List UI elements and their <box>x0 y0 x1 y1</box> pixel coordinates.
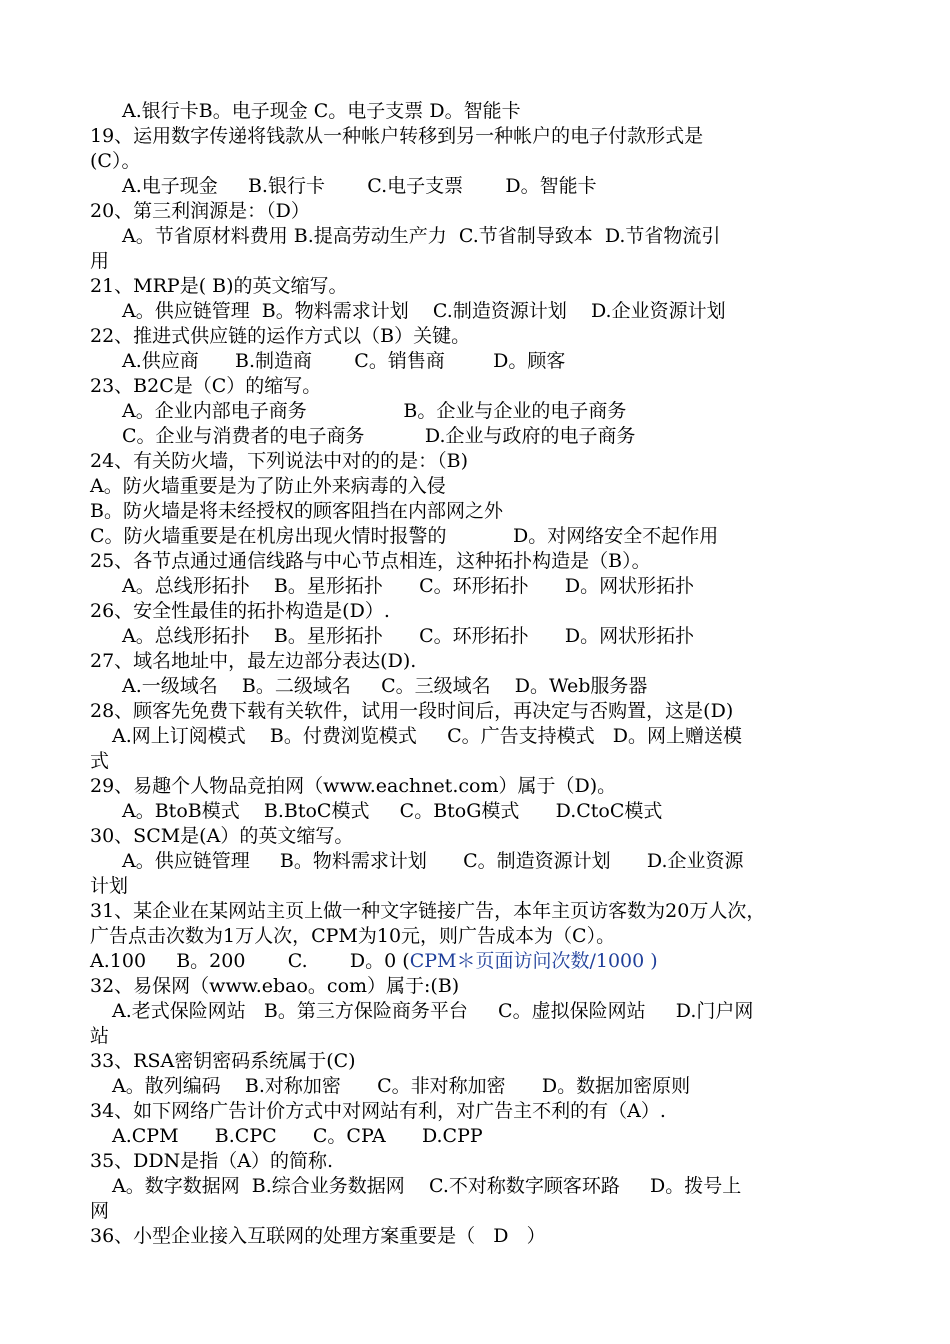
option-line-20: A。节省原材料费用 B.提高劳动生产力 C.节省制导致本 D.节省物流引 <box>122 225 721 247</box>
option-line-32: A.老式保险网站 B。第三方保险商务平台 C。虚拟保险网站 D.门户网 <box>112 1000 754 1022</box>
question-27: 27、域名地址中，最左边部分表达(D). <box>90 650 417 672</box>
question-22: 22、推进式供应链的运作方式以（B）关键。 <box>90 325 471 347</box>
question-36: 36、小型企业接入互联网的处理方案重要是（ D ） <box>90 1225 546 1247</box>
question-32: 32、易保网（www.ebao。com）属于:(B) <box>90 975 460 997</box>
question-31: 31、某企业在某网站主页上做一种文字链接广告，本年主页访客数为20万人次， <box>90 900 766 922</box>
question-33: 33、RSA密钥密码系统属于(C) <box>90 1050 356 1072</box>
option-line-23a: A。企业内部电子商务 B。企业与企业的电子商务 <box>122 400 627 422</box>
option-line-23b: C。企业与消费者的电子商务 D.企业与政府的电子商务 <box>122 425 636 447</box>
option-line-24c: C。防火墙重要是在机房出现火情时报警的 D。对网络安全不起作用 <box>90 525 719 547</box>
question-28: 28、顾客先免费下载有关软件，试用一段时间后，再决定与否购置，这是(D) <box>90 700 734 722</box>
option-line-30-cont: 计划 <box>90 875 129 897</box>
question-20: 20、第三利润源是：（D） <box>90 200 310 222</box>
option-line-30: A。供应链管理 B。物料需求计划 C。制造资源计划 D.企业资源 <box>122 850 744 872</box>
option-line-31-text: A.100 B。200 C. D。0 ( <box>90 950 410 972</box>
option-line-29: A。BtoB模式 B.BtoC模式 C。BtoG模式 D.CtoC模式 <box>122 800 663 822</box>
question-19-cont: (C）。 <box>90 150 141 172</box>
option-line-18: A.银行卡B。电子现金 C。电子支票 D。智能卡 <box>122 100 521 122</box>
question-35: 35、DDN是指（A）的简称. <box>90 1150 334 1172</box>
option-line-20-cont: 用 <box>90 250 110 272</box>
option-line-28-cont: 式 <box>90 750 110 772</box>
question-34: 34、如下网络广告计价方式中对网站有利，对广告主不利的有（A）. <box>90 1100 666 1122</box>
question-23: 23、B2C是（C）的缩写。 <box>90 375 322 397</box>
question-24: 24、有关防火墙，下列说法中对的的是：（B) <box>90 450 469 472</box>
option-line-31 <box>90 949 880 973</box>
option-line-35: A。数字数据网 B.综合业务数据网 C.不对称数字顾客环路 D。拨号上 <box>112 1175 742 1197</box>
cpm-formula: CPM＊页面访问次数/1000 ) <box>409 950 658 972</box>
question-19: 19、运用数字传递将钱款从一种帐户转移到另一种帐户的电子付款形式是 <box>90 125 704 147</box>
option-line-19: A.电子现金 B.银行卡 C.电子支票 D。智能卡 <box>122 175 597 197</box>
option-line-24a: A。防火墙重要是为了防止外来病毒的入侵 <box>90 475 446 497</box>
option-line-34: A.CPM B.CPC C。CPA D.CPP <box>112 1125 483 1147</box>
question-21: 21、MRP是( B)的英文缩写。 <box>90 275 348 297</box>
option-line-22: A.供应商 B.制造商 C。销售商 D。顾客 <box>122 350 566 372</box>
option-line-27: A.一级域名 B。二级域名 C。三级域名 D。Web服务器 <box>122 675 648 697</box>
option-line-35-cont: 网 <box>90 1200 110 1222</box>
question-30: 30、SCM是(A）的英文缩写。 <box>90 825 354 847</box>
option-line-25: A。总线形拓扑 B。星形拓扑 C。环形拓扑 D。网状形拓扑 <box>122 575 695 597</box>
question-29: 29、易趣个人物品竞拍网（www.eachnet.com）属于（D)。 <box>90 775 617 797</box>
option-line-26: A。总线形拓扑 B。星形拓扑 C。环形拓扑 D。网状形拓扑 <box>122 625 695 647</box>
question-25: 25、各节点通过通信线路与中心节点相连，这种拓扑构造是（B）。 <box>90 550 651 572</box>
question-26: 26、安全性最佳的拓扑构造是(D）. <box>90 600 390 622</box>
option-line-28: A.网上订阅模式 B。付费浏览模式 C。广告支持模式 D。网上赠送模 <box>112 725 742 747</box>
option-line-32-cont: 站 <box>90 1025 110 1047</box>
question-31-cont: 广告点击次数为1万人次，CPM为10元，则广告成本为（C）。 <box>90 925 616 947</box>
option-line-21: A。供应链管理 B。物料需求计划 C.制造资源计划 D.企业资源计划 <box>122 300 726 322</box>
option-line-24b: B。防火墙是将未经授权的顾客阻挡在内部网之外 <box>90 500 503 522</box>
option-line-33: A。散列编码 B.对称加密 C。非对称加密 D。数据加密原则 <box>112 1075 691 1097</box>
